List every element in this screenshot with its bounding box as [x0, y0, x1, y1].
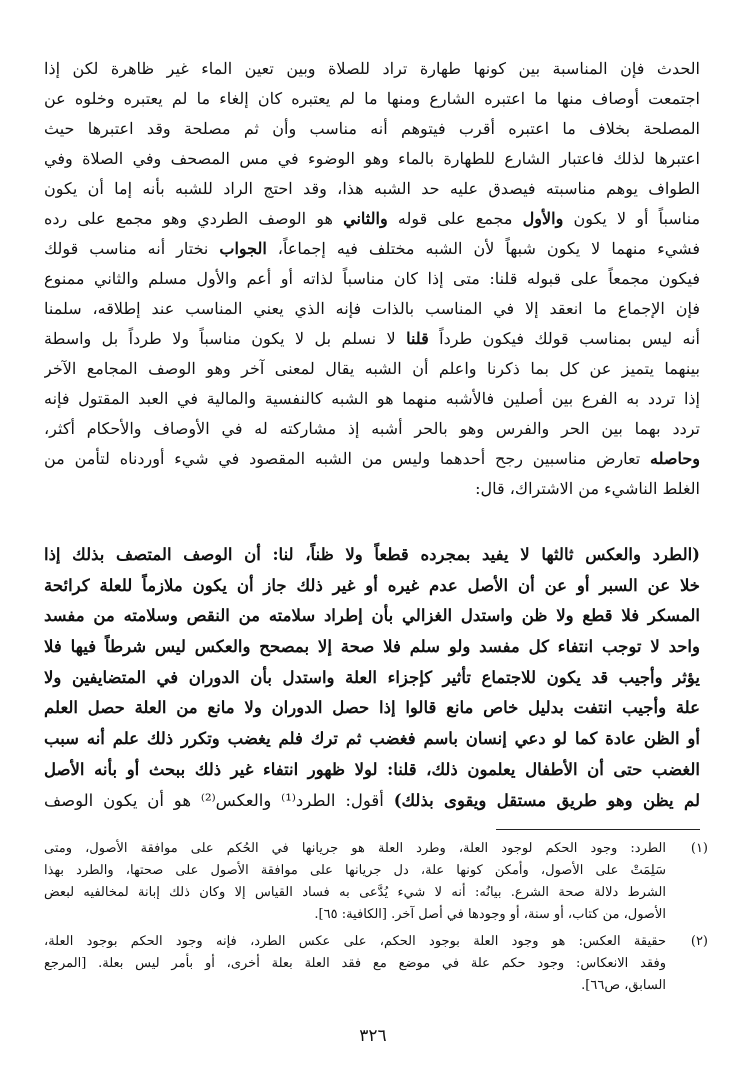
text-segment: مناسباً أو لا يكون	[563, 209, 700, 228]
text-line: السابق، ص٦٦].	[581, 978, 666, 993]
text-line: الطواف يوهم مناسبته فيصدق عليه حد الشبه هذا، وقد احتج الراد للشبه بأنه إما أن يكون	[44, 179, 700, 198]
bold-keyword: قلنا	[406, 329, 429, 348]
text-segment: مجمع على قوله	[387, 209, 523, 228]
bold-keyword: وحاصله	[650, 449, 700, 468]
text-line: إذا تردد به الفرع بين أصلين فالأشبه منهما هو الشبه كالنفسية والمالية في العبد المقتول فإنه	[44, 389, 700, 408]
text-line: اعتبرها لذلك فاعتبار الشارع للطهارة بالماء وهو الوضوء في مس المصحف وفي الصلاة وفي	[44, 149, 700, 168]
text-line: الشرط دلالة صحة الشرع. بيانُه: أنه لا شيء يُدَّعى به فساد القياس إلا وكان ذلك إبانة لمخالفيه لبعض	[44, 885, 666, 900]
text-line: المسكر فلا قطع ولا ظن واستدل الغزالي بأن إطراد سلامته من النقص وسلامته من مفسد	[44, 606, 700, 626]
text-line: حقيقة العكس: هو وجود العلة بوجود الحكم، على عكس الطرد، فإنه وجود الحكم بوجود العلة،	[44, 934, 666, 949]
footnote-number: (٢)	[690, 934, 708, 949]
text-segment: تعارض مناسبين رجح أحدهما وليس من الشبه المقصود في شيء أوردناه لتأمن من	[44, 449, 651, 468]
text-line: سَلِمَتْ على الأصول، وأمكن كونها علة، دل جريانها على موافقة الأصول على صحتها، والطرد بهذا	[44, 863, 666, 878]
text-line: خلا عن السبر أو عن أن الأصل عدم غيره أو غير ذلك جاز أن يكون ملازماً للعلة كرائحة	[44, 575, 700, 595]
matn-quotation	[44, 540, 700, 816]
commentary-start: أقول: الطرد⁽¹⁾ والعكس⁽²⁾ هو أن يكون الوصف	[44, 790, 394, 810]
text-line	[44, 234, 700, 264]
text-line: وفقد الانعكاس: وجود حكم علة في موضع مع فقد العلة بعلة أخرى، أو بأمر ليس بعلة. [المرجع	[44, 956, 666, 971]
page-number: ٣٢٦	[359, 1026, 387, 1046]
text-segment: نختار أنه مناسب قولك	[44, 239, 220, 258]
text-segment: لا نسلم بل لا يكون مناسباً ولا طرداً بل واسطة	[44, 329, 407, 348]
text-line: فإن الإجماع ما انعقد إلا في المناسب بالذات فإنه الذي يعني المناسب عند إطلاقه، سلمنا	[44, 299, 700, 318]
footnote	[44, 931, 708, 997]
text-line: الأصول، من كتاب، أو سنة، أو وجودها في أصل آخر. [الكافية: ٦٥].	[314, 907, 666, 922]
text-line: اجتمعت أوصاف منها ما اعتبره الشارع ومنها ما لم يعتبره كان إلغاء ما لم يعتبره وخلوه عن	[44, 89, 700, 108]
bold-keyword: الجواب	[219, 239, 267, 258]
text-line: المصلحة بخلاف ما اعتبره أقرب فيتوهم أنه مناسب وأن ثم مصلحة وقد اعتبرها حيث	[44, 119, 700, 138]
text-line: واحد لا توجب انتفاء كل مفسد ولو سلم فلا صحة إلا بمصحح والعكس ليس شرطاً فيها فلا	[44, 637, 700, 657]
text-segment: أنه ليس بمناسب قولك فيكون طرداً	[428, 329, 700, 348]
quotation-end: لم يظن وهو طريق مستقل ويقوى بذلك)	[393, 790, 700, 810]
commentary-text	[44, 54, 700, 504]
text-line: الغلط الناشيء من الاشتراك، قال:	[475, 479, 700, 498]
text-line	[44, 204, 700, 234]
footnote	[44, 838, 708, 926]
text-line: يؤثر وأجيب قد يكون للاجتماع تأثير كإجزاء العلة واستدل بأن الدوران في المتضايفين ولا	[44, 667, 700, 687]
text-line: تردد بهما بين الحر والفرس وهو بالحر أشبه إذ مشاركته له في الأوصاف والأحكام أكثر،	[44, 419, 700, 438]
text-line: الحدث فإن المناسبة بين كونها طهارة تراد للصلاة وبين تعين الماء غير ظاهرة لكن إذا	[44, 59, 700, 78]
footnote-text	[44, 838, 666, 926]
text-line: الطرد: وجود الحكم لوجود العلة، وطرد العلة هو جريانها في الحُكم على موافقة الأصول، ومتى	[44, 841, 666, 856]
text-line: أو الظن عادة كما لو دعي إنسان باسم فغضب ثم ترك فلم يغضب وتكرر ذلك علم أنه سبب	[44, 729, 700, 749]
footnote-number: (١)	[690, 841, 708, 856]
text-segment: هو الوصف الطردي وهو مجمع على رده	[44, 209, 344, 228]
text-line: (الطرد والعكس ثالثها لا يفيد بمجرده قطعاً ولا ظناً، لنا: أن الوصف المتصف بذلك إذا	[44, 545, 700, 564]
text-line: علة وأجيب انتفت بدليل خاص مانع قالوا إذا حصل الدوران ولا مانع من العلة حصل العلم	[44, 698, 700, 718]
footnotes	[44, 838, 708, 997]
bold-keyword: والأول	[522, 209, 564, 228]
text-line: بينهما يتميز عن كل بما ذكرنا واعلم أن الشبه يقال لمعنى آخر وهو الوصف المجامع الآخر	[44, 359, 700, 378]
footnote-separator	[496, 829, 700, 830]
text-line	[44, 324, 700, 354]
text-segment: فشيء منهما لا يكون شبهاً لأن الشبه مختلف فيه إجماعاً،	[266, 239, 700, 258]
text-line: الغضب حتى أن الأطفال يعلمون ذلك، قلنا: لولا ظهور انتفاء غير ذلك ببحث أو بأنه الأصل	[44, 759, 700, 779]
text-line	[44, 444, 700, 474]
footnote-text	[44, 931, 666, 997]
bold-keyword: والثاني	[343, 209, 388, 228]
text-line: فيكون مجمعاً على قبوله قلنا: متى إذا كان مناسباً لذاته أو أعم والأول مسلم والثاني ممنوع	[44, 269, 700, 288]
text-line	[44, 786, 700, 817]
